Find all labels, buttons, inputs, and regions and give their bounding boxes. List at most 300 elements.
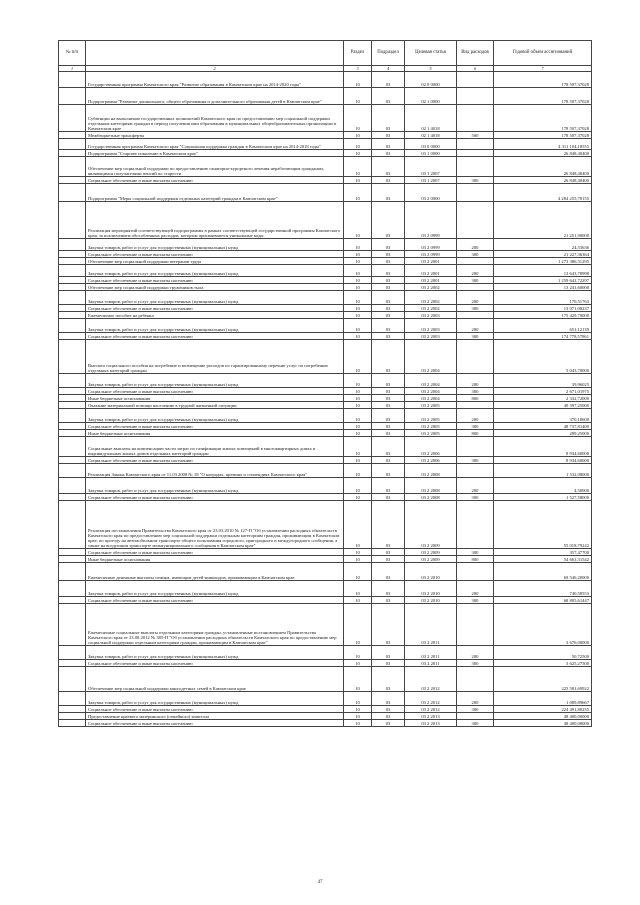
index-cell: 4	[372, 66, 405, 72]
row-name-cell: Социальное обеспечение и иные выплаты населению	[86, 305, 344, 312]
target-article-cell: 03 1 2007	[405, 157, 457, 177]
amount-cell: 357,47700	[494, 549, 592, 556]
table-row	[59, 319, 592, 333]
table-body	[59, 72, 592, 727]
table-row	[59, 597, 592, 604]
amount-cell: 21 227,36364	[494, 251, 592, 258]
row-number-cell	[59, 409, 86, 423]
target-article-cell: 02 1 0000	[405, 88, 457, 105]
table-row	[59, 202, 592, 239]
row-number-cell	[59, 139, 86, 150]
row-name-cell: Иные бюджетные ассигнования	[86, 556, 344, 563]
amount-cell: 4 311 104,18555	[494, 139, 592, 150]
table-row	[59, 549, 592, 556]
col-number-header: № п/п	[59, 41, 86, 66]
expense-type-cell: 200	[457, 239, 494, 251]
razdel-cell: 10	[344, 423, 372, 430]
row-name-cell: Реализация мероприятий соответствующей подпрограммы в рамках соответствующей государственной программы Камчатского края, за исключением обособленных расходов, которым присваиваются уникальные коды	[86, 202, 344, 239]
podrazdel-cell: 03	[372, 402, 405, 409]
target-article-cell: 03 2 2011	[405, 604, 457, 646]
amount-cell: 3 676,00000	[494, 604, 592, 646]
podrazdel-cell: 03	[372, 430, 405, 437]
row-number-cell	[59, 202, 86, 239]
row-name-cell: Ежемесячное пособие на ребенка	[86, 312, 344, 319]
expense-type-cell: 500	[457, 132, 494, 139]
row-name-cell: Закупка товаров, работ и услуг для государственных (муниципальных) нужд	[86, 692, 344, 706]
expense-type-cell	[457, 150, 494, 157]
col-razdel-header: Раздел	[344, 41, 372, 66]
index-cell: 1	[59, 66, 86, 72]
expense-type-cell: 300	[457, 333, 494, 340]
razdel-cell: 10	[344, 305, 372, 312]
expense-type-cell	[457, 667, 494, 692]
row-number-cell	[59, 305, 86, 312]
expense-type-cell	[457, 72, 494, 88]
podrazdel-cell: 03	[372, 184, 405, 202]
amount-cell: 69 546,20000	[494, 563, 592, 581]
podrazdel-cell: 03	[372, 494, 405, 501]
row-number-cell	[59, 667, 86, 692]
index-cell: 7	[494, 66, 592, 72]
expense-type-cell: 300	[457, 177, 494, 184]
amount-cell: 54 661,31542	[494, 556, 592, 563]
podrazdel-cell: 03	[372, 437, 405, 457]
target-article-cell: 03 2 2005	[405, 402, 457, 409]
podrazdel-cell: 03	[372, 563, 405, 581]
target-article-cell: 03 2 0999	[405, 202, 457, 239]
razdel-cell: 10	[344, 258, 372, 265]
row-name-cell: Обеспечение мер социальной поддержки ветеранов труда	[86, 258, 344, 265]
row-name-cell: Обеспечение мер социальной поддержки по предоставлению санаторно-курортного лечения неработающим гражданам, являющимся получателями пенсий по старости	[86, 157, 344, 177]
expense-type-cell: 300	[457, 706, 494, 713]
expense-type-cell	[457, 202, 494, 239]
podrazdel-cell: 03	[372, 660, 405, 667]
target-article-cell: 03 2 2012	[405, 667, 457, 692]
table-row	[59, 139, 592, 150]
expense-type-cell	[457, 88, 494, 105]
amount-cell: 50,72500	[494, 646, 592, 660]
razdel-cell: 10	[344, 132, 372, 139]
expense-type-cell	[457, 604, 494, 646]
table-row	[59, 291, 592, 305]
index-cell: 2	[86, 66, 344, 72]
podrazdel-cell: 03	[372, 713, 405, 720]
podrazdel-cell: 03	[372, 72, 405, 88]
amount-cell: 49 397,25000	[494, 402, 592, 409]
podrazdel-cell: 03	[372, 720, 405, 727]
row-number-cell	[59, 150, 86, 157]
expense-type-cell	[457, 312, 494, 319]
podrazdel-cell: 03	[372, 706, 405, 713]
header-row	[59, 41, 592, 66]
target-article-cell: 03 2 2010	[405, 563, 457, 581]
col-target-header: Целевая статья	[405, 41, 457, 66]
table-row	[59, 132, 592, 139]
table-row	[59, 667, 592, 692]
row-name-cell: Закупка товаров, работ и услуг для государственных (муниципальных) нужд	[86, 409, 344, 423]
table-row	[59, 177, 592, 184]
row-name-cell: Закупка товаров, работ и услуг для государственных (муниципальных) нужд	[86, 646, 344, 660]
col-amount-header: Годовой объем ассигнований	[494, 41, 592, 66]
amount-cell: 178 507,37028	[494, 88, 592, 105]
expense-type-cell	[457, 184, 494, 202]
target-article-cell: 03 2 2010	[405, 581, 457, 597]
row-name-cell: Социальное обеспечение и иные выплаты населению	[86, 457, 344, 464]
table-row	[59, 150, 592, 157]
expense-type-cell: 200	[457, 409, 494, 423]
col-expense-type-header: Вид расходов	[457, 41, 494, 66]
row-name-cell: Социальное обеспечение и иные выплаты населению	[86, 706, 344, 713]
razdel-cell: 10	[344, 88, 372, 105]
row-name-cell: Ежемесячные социальные выплаты отдельным категориям граждан, установленные постановлением Правительства Камчатского края от 23.08.2012 № 385-П "Об установлении расходных обязательств Камчатского края по предоставлению мер социальной поддержки отдельным категориям граждан, проживающим в Камчатском крае"	[86, 604, 344, 646]
table-row	[59, 184, 592, 202]
row-name-cell: Межбюджетные трансферты	[86, 132, 344, 139]
row-name-cell: Иные бюджетные ассигнования	[86, 395, 344, 402]
razdel-cell: 10	[344, 202, 372, 239]
razdel-cell: 10	[344, 139, 372, 150]
target-article-cell: 03 2 2006	[405, 437, 457, 457]
row-number-cell	[59, 72, 86, 88]
row-number-cell	[59, 646, 86, 660]
target-article-cell: 03 2 2013	[405, 720, 457, 727]
table-row	[59, 646, 592, 660]
podrazdel-cell: 03	[372, 581, 405, 597]
amount-cell: 4,50000	[494, 478, 592, 494]
razdel-cell: 10	[344, 597, 372, 604]
row-name-cell: Обеспечение мер социальной поддержки тружеников тыла	[86, 284, 344, 291]
amount-cell: 1 089,89667	[494, 692, 592, 706]
amount-cell: 2 332,72000	[494, 395, 592, 402]
target-article-cell: 03 0 0000	[405, 139, 457, 150]
row-name-cell: Закупка товаров, работ и услуг для государственных (муниципальных) нужд	[86, 374, 344, 388]
amount-cell: 13 071,08237	[494, 305, 592, 312]
amount-cell: 24,53636	[494, 239, 592, 251]
table-row	[59, 402, 592, 409]
expense-type-cell	[457, 284, 494, 291]
podrazdel-cell: 03	[372, 139, 405, 150]
target-article-cell: 03 2 2012	[405, 692, 457, 706]
table-row	[59, 437, 592, 457]
row-name-cell: Государственная программа Камчатского края "Социальная поддержка граждан в Камчатском крае на 2014-2018 годы"	[86, 139, 344, 150]
row-name-cell: Предоставление краевого материнского (семейного) капитала	[86, 713, 344, 720]
razdel-cell: 10	[344, 105, 372, 132]
expense-type-cell: 800	[457, 430, 494, 437]
amount-cell: 1 259 642,72297	[494, 277, 592, 284]
table-row	[59, 581, 592, 597]
expense-type-cell: 300	[457, 597, 494, 604]
row-name-cell: Закупка товаров, работ и услуг для государственных (муниципальных) нужд	[86, 265, 344, 277]
razdel-cell: 10	[344, 319, 372, 333]
table-row	[59, 395, 592, 402]
target-article-cell: 03 1 0000	[405, 150, 457, 157]
razdel-cell: 10	[344, 478, 372, 494]
podrazdel-cell: 03	[372, 478, 405, 494]
razdel-cell: 10	[344, 340, 372, 374]
razdel-cell: 10	[344, 660, 372, 667]
target-article-cell: 02 0 0000	[405, 72, 457, 88]
amount-cell: 2 671,01975	[494, 388, 592, 395]
row-number-cell	[59, 720, 86, 727]
row-name-cell: Закупка товаров, работ и услуг для государственных (муниципальных) нужд	[86, 291, 344, 305]
target-article-cell: 03 2 2003	[405, 312, 457, 319]
row-name-cell: Иные бюджетные ассигнования	[86, 430, 344, 437]
row-number-cell	[59, 581, 86, 597]
razdel-cell: 10	[344, 667, 372, 692]
table-row	[59, 305, 592, 312]
row-number-cell	[59, 395, 86, 402]
razdel-cell: 10	[344, 604, 372, 646]
target-article-cell: 03 2 2002	[405, 291, 457, 305]
podrazdel-cell: 03	[372, 202, 405, 239]
row-number-cell	[59, 556, 86, 563]
row-name-cell: Закупка товаров, работ и услуг для государственных (муниципальных) нужд	[86, 319, 344, 333]
razdel-cell: 10	[344, 464, 372, 478]
podrazdel-cell: 03	[372, 312, 405, 319]
podrazdel-cell: 03	[372, 464, 405, 478]
row-name-cell: Социальное обеспечение и иные выплаты населению	[86, 333, 344, 340]
row-name-cell: Социальное обеспечение и иные выплаты населению	[86, 660, 344, 667]
razdel-cell: 10	[344, 457, 372, 464]
row-name-cell: Подпрограмма "Старшее поколение в Камчатском крае"	[86, 150, 344, 157]
expense-type-cell: 300	[457, 549, 494, 556]
table-row	[59, 713, 592, 720]
budget-table	[58, 40, 592, 727]
row-number-cell	[59, 88, 86, 105]
podrazdel-cell: 03	[372, 277, 405, 284]
target-article-cell: 03 2 2004	[405, 388, 457, 395]
amount-cell: 651,12139	[494, 319, 592, 333]
razdel-cell: 10	[344, 713, 372, 720]
podrazdel-cell: 03	[372, 597, 405, 604]
table-row	[59, 494, 592, 501]
podrazdel-cell: 03	[372, 604, 405, 646]
amount-cell: 26 848,40400	[494, 177, 592, 184]
amount-cell: 740,58553	[494, 581, 592, 597]
row-name-cell: Социальное обеспечение и иные выплаты населению	[86, 549, 344, 556]
table-row	[59, 692, 592, 706]
amount-cell: 26 848,40400	[494, 157, 592, 177]
table-row	[59, 457, 592, 464]
table-row	[59, 72, 592, 88]
table-row	[59, 478, 592, 494]
expense-type-cell	[457, 464, 494, 478]
expense-type-cell: 300	[457, 251, 494, 258]
target-article-cell: 03 2 2011	[405, 646, 457, 660]
amount-cell: 48 737,81400	[494, 423, 592, 430]
podrazdel-cell: 03	[372, 177, 405, 184]
amount-cell: 21 251,90000	[494, 202, 592, 239]
row-number-cell	[59, 604, 86, 646]
table-row	[59, 239, 592, 251]
row-number-cell	[59, 563, 86, 581]
expense-type-cell: 200	[457, 581, 494, 597]
row-name-cell: Социальное обеспечение и иные выплаты населению	[86, 277, 344, 284]
row-number-cell	[59, 494, 86, 501]
table-row	[59, 374, 592, 388]
target-article-cell: 03 2 2004	[405, 395, 457, 402]
target-article-cell: 03 2 2004	[405, 374, 457, 388]
table-row	[59, 333, 592, 340]
razdel-cell: 10	[344, 157, 372, 177]
table-row	[59, 251, 592, 258]
table-row	[59, 563, 592, 581]
table-row	[59, 284, 592, 291]
expense-type-cell: 300	[457, 423, 494, 430]
row-name-cell: Подпрограмма "Развитие дошкольного, общего образования и дополнительного образования детей в Камчатском крае"	[86, 88, 344, 105]
razdel-cell: 10	[344, 150, 372, 157]
target-article-cell: 03 1 2007	[405, 177, 457, 184]
podrazdel-cell: 03	[372, 157, 405, 177]
table-row	[59, 556, 592, 563]
row-number-cell	[59, 291, 86, 305]
podrazdel-cell: 03	[372, 265, 405, 277]
row-number-cell	[59, 388, 86, 395]
table-row	[59, 277, 592, 284]
expense-type-cell	[457, 563, 494, 581]
row-number-cell	[59, 319, 86, 333]
target-article-cell: 03 2 2009	[405, 501, 457, 549]
expense-type-cell: 300	[457, 720, 494, 727]
row-name-cell: Реализация Закона Камчатского края от 11.03.2008 № 18 "О наградах, премиях и стипендиях Камчатского края"	[86, 464, 344, 478]
target-article-cell: 03 2 2008	[405, 494, 457, 501]
podrazdel-cell: 03	[372, 258, 405, 265]
expense-type-cell: 300	[457, 388, 494, 395]
expense-type-cell: 200	[457, 478, 494, 494]
row-number-cell	[59, 105, 86, 132]
razdel-cell: 10	[344, 549, 372, 556]
razdel-cell: 10	[344, 430, 372, 437]
row-number-cell	[59, 706, 86, 713]
podrazdel-cell: 03	[372, 692, 405, 706]
razdel-cell: 10	[344, 556, 372, 563]
row-number-cell	[59, 549, 86, 556]
row-number-cell	[59, 177, 86, 184]
podrazdel-cell: 03	[372, 667, 405, 692]
amount-cell: 178 507,37028	[494, 132, 592, 139]
podrazdel-cell: 03	[372, 423, 405, 430]
amount-cell: 39,96025	[494, 374, 592, 388]
expense-type-cell: 200	[457, 319, 494, 333]
table-row	[59, 409, 592, 423]
row-name-cell: Социальное обеспечение и иные выплаты населению	[86, 423, 344, 430]
table-row	[59, 706, 592, 713]
target-article-cell: 03 2 2005	[405, 409, 457, 423]
razdel-cell: 10	[344, 395, 372, 402]
page-number: 47	[317, 880, 323, 885]
expense-type-cell: 200	[457, 692, 494, 706]
podrazdel-cell: 03	[372, 340, 405, 374]
target-article-cell: 03 2 2001	[405, 277, 457, 284]
row-name-cell: Обеспечение мер социальной поддержки многодетных семей в Камчатском крае	[86, 667, 344, 692]
table-row	[59, 430, 592, 437]
amount-cell: 370,18600	[494, 409, 592, 423]
budget-sheet	[58, 40, 591, 727]
row-name-cell: Ежемесячные денежные выплаты семьям, имеющим детей-инвалидов, проживающим в Камчатском крае	[86, 563, 344, 581]
podrazdel-cell: 03	[372, 549, 405, 556]
amount-cell: 1 527,58000	[494, 494, 592, 501]
row-number-cell	[59, 478, 86, 494]
expense-type-cell: 200	[457, 374, 494, 388]
razdel-cell: 10	[344, 284, 372, 291]
podrazdel-cell: 03	[372, 291, 405, 305]
podrazdel-cell: 03	[372, 409, 405, 423]
row-name-cell: Закупка товаров, работ и услуг для государственных (муниципальных) нужд	[86, 239, 344, 251]
expense-type-cell: 200	[457, 291, 494, 305]
amount-cell: 3 625,27500	[494, 660, 592, 667]
table-row	[59, 720, 592, 727]
target-article-cell: 03 2 2004	[405, 340, 457, 374]
podrazdel-cell: 03	[372, 88, 405, 105]
podrazdel-cell: 03	[372, 457, 405, 464]
amount-cell: 13 643,78998	[494, 265, 592, 277]
row-number-cell	[59, 660, 86, 667]
amount-cell: 48 400,00000	[494, 720, 592, 727]
expense-type-cell	[457, 258, 494, 265]
podrazdel-cell: 03	[372, 239, 405, 251]
table-row	[59, 501, 592, 549]
target-article-cell: 03 2 2013	[405, 713, 457, 720]
row-name-cell: Государственная программа Камчатского края "Развитие образования в Камчатском крае на 2014-2020 годы"	[86, 72, 344, 88]
razdel-cell: 10	[344, 720, 372, 727]
razdel-cell: 10	[344, 277, 372, 284]
podrazdel-cell: 03	[372, 388, 405, 395]
podrazdel-cell: 03	[372, 251, 405, 258]
razdel-cell: 10	[344, 501, 372, 549]
row-name-cell: Субвенции на выполнение государственных полномочий Камчатского края по предоставлению мер социальной поддержки отдельным категориям граждан в период получения ими образования в муниципальных общеобразовательных организациях в Камчатском крае	[86, 105, 344, 132]
row-number-cell	[59, 239, 86, 251]
razdel-cell: 10	[344, 72, 372, 88]
podrazdel-cell: 03	[372, 132, 405, 139]
row-number-cell	[59, 184, 86, 202]
podrazdel-cell: 03	[372, 501, 405, 549]
amount-cell: 26 848,40400	[494, 150, 592, 157]
row-number-cell	[59, 501, 86, 549]
row-number-cell	[59, 312, 86, 319]
razdel-cell: 10	[344, 312, 372, 319]
target-article-cell: 03 2 2005	[405, 430, 457, 437]
razdel-cell: 10	[344, 409, 372, 423]
expense-type-cell: 200	[457, 646, 494, 660]
expense-type-cell: 300	[457, 660, 494, 667]
razdel-cell: 10	[344, 581, 372, 597]
table-row	[59, 105, 592, 132]
row-name-cell: Социальное обеспечение и иные выплаты населению	[86, 597, 344, 604]
table-row	[59, 464, 592, 478]
expense-type-cell: 300	[457, 305, 494, 312]
razdel-cell: 10	[344, 291, 372, 305]
podrazdel-cell: 03	[372, 305, 405, 312]
expense-type-cell	[457, 340, 494, 374]
target-article-cell: 03 2 2006	[405, 457, 457, 464]
podrazdel-cell: 03	[372, 374, 405, 388]
target-article-cell: 02 1 4018	[405, 105, 457, 132]
row-number-cell	[59, 464, 86, 478]
target-article-cell: 03 2 0000	[405, 184, 457, 202]
row-number-cell	[59, 457, 86, 464]
target-article-cell: 03 2 2001	[405, 265, 457, 277]
row-number-cell	[59, 402, 86, 409]
razdel-cell: 10	[344, 706, 372, 713]
podrazdel-cell: 03	[372, 284, 405, 291]
row-number-cell	[59, 157, 86, 177]
razdel-cell: 10	[344, 494, 372, 501]
target-article-cell: 03 2 2008	[405, 478, 457, 494]
expense-type-cell: 300	[457, 277, 494, 284]
expense-type-cell	[457, 713, 494, 720]
amount-cell: 8 934,60000	[494, 457, 592, 464]
target-article-cell: 03 2 2003	[405, 333, 457, 340]
row-number-cell	[59, 333, 86, 340]
